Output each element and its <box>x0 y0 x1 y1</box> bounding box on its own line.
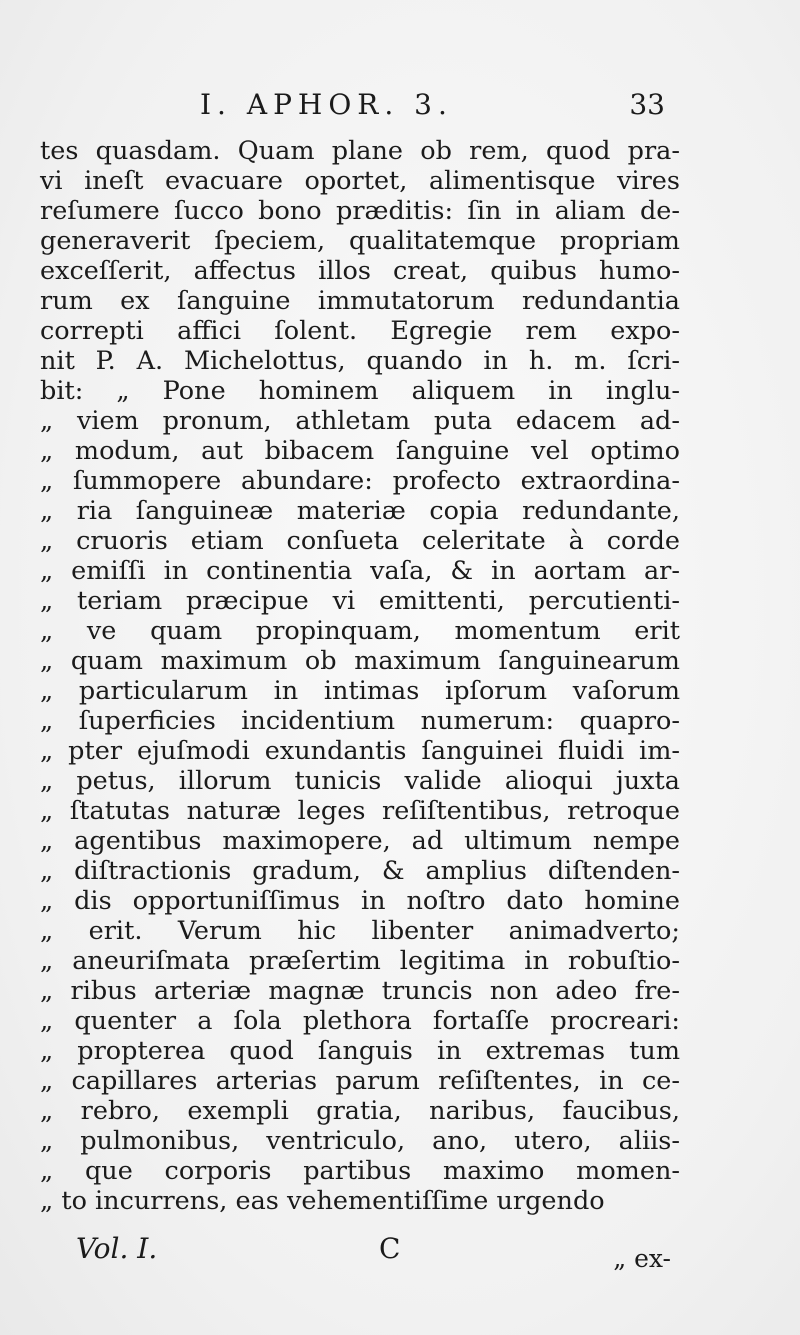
text-line: exceſſerit, affectus illos creat, quibus humo- <box>40 256 680 286</box>
text-line: correpti affici ſolent. Egregie rem expo- <box>40 316 680 346</box>
text-line: rum ex ſanguine immutatorum redundantia <box>40 286 680 316</box>
text-line: „ que corporis partibus maximo momen- <box>40 1156 680 1186</box>
text-line: „ emiſſi in continentia vaſa, & in aortam ar- <box>40 556 680 586</box>
text-line: „ viem pronum, athletam puta edacem ad- <box>40 406 680 436</box>
text-line: „ ribus arteriæ magnæ truncis non adeo fre- <box>40 976 680 1006</box>
text-line: „ ſummopere abundare: profecto extraordina- <box>40 466 680 496</box>
body-text <box>40 136 680 1216</box>
text-line: „ petus, illorum tunicis valide alioqui juxta <box>40 766 680 796</box>
text-line: „ ſuperficies incidentium numerum: quapro- <box>40 706 680 736</box>
text-line: vi ineſt evacuare oportet, alimentisque vires <box>40 166 680 196</box>
text-line: generaverit ſpeciem, qualitatemque propriam <box>40 226 680 256</box>
text-line: tes quasdam. Quam plane ob rem, quod pra- <box>40 136 680 166</box>
text-line: „ teriam præcipue vi emittenti, percutienti- <box>40 586 680 616</box>
page-footer <box>76 1232 671 1272</box>
text-line: „ ſtatutas naturæ leges reſiſtentibus, retroque <box>40 796 680 826</box>
text-line: reſumere ſucco bono præditis: ſin in aliam de- <box>40 196 680 226</box>
catchword: „ ex- <box>613 1244 671 1273</box>
text-line: „ ria ſanguineæ materiæ copia redundante, <box>40 496 680 526</box>
text-line: „ rebro, exempli gratia, naribus, faucibus, <box>40 1096 680 1126</box>
text-line: „ propterea quod ſanguis in extremas tum <box>40 1036 680 1066</box>
text-line: „ dis opportuniſſimus in noſtro dato homine <box>40 886 680 916</box>
text-line: „ pulmonibus, ventriculo, ano, utero, aliis- <box>40 1126 680 1156</box>
text-line: „ particularum in intimas ipſorum vaſorum <box>40 676 680 706</box>
text-line: „ quam maximum ob maximum ſanguinearum <box>40 646 680 676</box>
text-line: bit: „ Pone hominem aliquem in inglu- <box>40 376 680 406</box>
text-line: „ ve quam propinquam, momentum erit <box>40 616 680 646</box>
text-line: „ diſtractionis gradum, & amplius diſtenden- <box>40 856 680 886</box>
text-line: „ pter ejuſmodi exundantis ſanguinei fluidi im- <box>40 736 680 766</box>
text-line: „ to incurrens, eas vehementiſſime urgendo <box>40 1186 605 1216</box>
signature-mark: C <box>379 1232 401 1265</box>
text-line: „ capillares arterias parum reſiſtentes, in ce- <box>40 1066 680 1096</box>
page-number: 33 <box>629 88 665 121</box>
volume-mark: Vol. I. <box>76 1232 158 1265</box>
text-line: nit P. A. Michelottus, quando in h. m. ſcri- <box>40 346 680 376</box>
page-header <box>200 88 665 128</box>
text-line: „ cruoris etiam conſueta celeritate à corde <box>40 526 680 556</box>
running-head: I. APHOR. 3. <box>200 88 453 121</box>
text-line: „ quenter a ſola plethora fortaſſe procreari: <box>40 1006 680 1036</box>
text-line: „ agentibus maximopere, ad ultimum nempe <box>40 826 680 856</box>
text-line: „ aneuriſmata præſertim legitima in robuſtio- <box>40 946 680 976</box>
text-line: „ modum, aut bibacem ſanguine vel optimo <box>40 436 680 466</box>
text-line: „ erit. Verum hic libenter animadverto; <box>40 916 680 946</box>
